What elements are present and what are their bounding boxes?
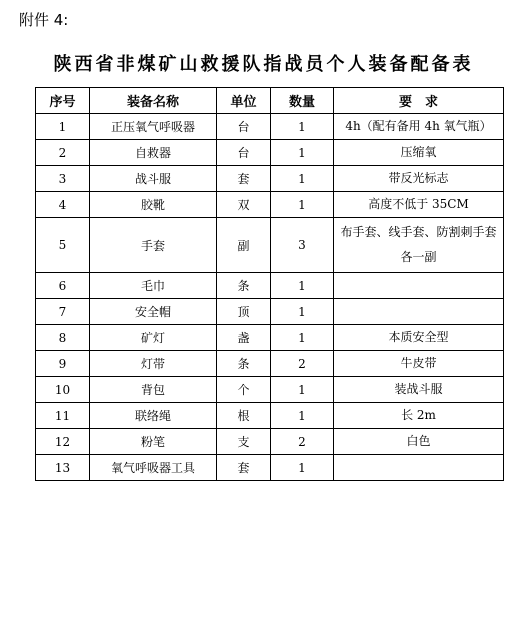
cell-no: 8 xyxy=(36,325,90,351)
cell-name: 战斗服 xyxy=(90,166,217,192)
cell-name: 正压氧气呼吸器 xyxy=(90,114,217,140)
cell-no: 1 xyxy=(36,114,90,140)
table-row xyxy=(36,166,504,192)
cell-unit: 支 xyxy=(217,429,271,455)
cell-req: 布手套、线手套、防割刺手套各一副 xyxy=(334,218,504,273)
cell-unit: 条 xyxy=(217,273,271,299)
table-row xyxy=(36,403,504,429)
cell-name: 灯带 xyxy=(90,351,217,377)
cell-name: 毛巾 xyxy=(90,273,217,299)
cell-req: 白色 xyxy=(334,429,504,455)
equipment-table xyxy=(35,87,504,481)
cell-req xyxy=(334,299,504,325)
cell-unit: 顶 xyxy=(217,299,271,325)
cell-name: 粉笔 xyxy=(90,429,217,455)
header-req: 要 求 xyxy=(334,88,504,114)
cell-qty: 3 xyxy=(271,218,334,273)
header-unit: 单位 xyxy=(217,88,271,114)
table-row xyxy=(36,455,504,481)
cell-name: 矿灯 xyxy=(90,325,217,351)
table-row xyxy=(36,192,504,218)
cell-unit: 套 xyxy=(217,166,271,192)
cell-no: 5 xyxy=(36,218,90,273)
cell-req xyxy=(334,455,504,481)
cell-no: 13 xyxy=(36,455,90,481)
cell-qty: 1 xyxy=(271,325,334,351)
cell-req: 4h（配有备用 4h 氧气瓶） xyxy=(334,114,504,140)
cell-qty: 1 xyxy=(271,377,334,403)
table-row xyxy=(36,140,504,166)
cell-req: 带反光标志 xyxy=(334,166,504,192)
table-row xyxy=(36,429,504,455)
table-row xyxy=(36,377,504,403)
cell-req: 高度不低于 35CM xyxy=(334,192,504,218)
cell-no: 11 xyxy=(36,403,90,429)
cell-unit: 个 xyxy=(217,377,271,403)
cell-name: 手套 xyxy=(90,218,217,273)
cell-qty: 1 xyxy=(271,140,334,166)
header-name: 装备名称 xyxy=(90,88,217,114)
cell-qty: 1 xyxy=(271,299,334,325)
cell-name: 背包 xyxy=(90,377,217,403)
cell-qty: 1 xyxy=(271,455,334,481)
cell-no: 9 xyxy=(36,351,90,377)
cell-name: 氧气呼吸器工具 xyxy=(90,455,217,481)
cell-unit: 副 xyxy=(217,218,271,273)
cell-unit: 台 xyxy=(217,140,271,166)
cell-qty: 1 xyxy=(271,192,334,218)
cell-no: 7 xyxy=(36,299,90,325)
table-row xyxy=(36,114,504,140)
cell-req: 牛皮带 xyxy=(334,351,504,377)
cell-name: 自救器 xyxy=(90,140,217,166)
cell-req xyxy=(334,273,504,299)
cell-no: 2 xyxy=(36,140,90,166)
table-row xyxy=(36,351,504,377)
table-row xyxy=(36,325,504,351)
cell-req: 压缩氧 xyxy=(334,140,504,166)
cell-unit: 条 xyxy=(217,351,271,377)
cell-unit: 台 xyxy=(217,114,271,140)
cell-qty: 2 xyxy=(271,429,334,455)
table-row xyxy=(36,299,504,325)
cell-no: 3 xyxy=(36,166,90,192)
cell-no: 12 xyxy=(36,429,90,455)
cell-name: 安全帽 xyxy=(90,299,217,325)
cell-req: 装战斗服 xyxy=(334,377,504,403)
cell-no: 10 xyxy=(36,377,90,403)
table-row xyxy=(36,218,504,273)
cell-qty: 1 xyxy=(271,166,334,192)
page-title: 陕西省非煤矿山救援队指战员个人装备配备表 xyxy=(53,54,474,75)
cell-req: 本质安全型 xyxy=(334,325,504,351)
table-header-row xyxy=(36,88,504,114)
header-no: 序号 xyxy=(36,88,90,114)
cell-qty: 1 xyxy=(271,403,334,429)
attachment-label: 附件 4: xyxy=(19,11,69,29)
cell-qty: 1 xyxy=(271,114,334,140)
cell-unit: 根 xyxy=(217,403,271,429)
cell-unit: 套 xyxy=(217,455,271,481)
cell-name: 胶靴 xyxy=(90,192,217,218)
cell-unit: 双 xyxy=(217,192,271,218)
header-qty: 数量 xyxy=(271,88,334,114)
cell-qty: 2 xyxy=(271,351,334,377)
cell-unit: 盏 xyxy=(217,325,271,351)
cell-name: 联络绳 xyxy=(90,403,217,429)
table-row xyxy=(36,273,504,299)
cell-qty: 1 xyxy=(271,273,334,299)
cell-no: 4 xyxy=(36,192,90,218)
cell-req: 长 2m xyxy=(334,403,504,429)
cell-no: 6 xyxy=(36,273,90,299)
